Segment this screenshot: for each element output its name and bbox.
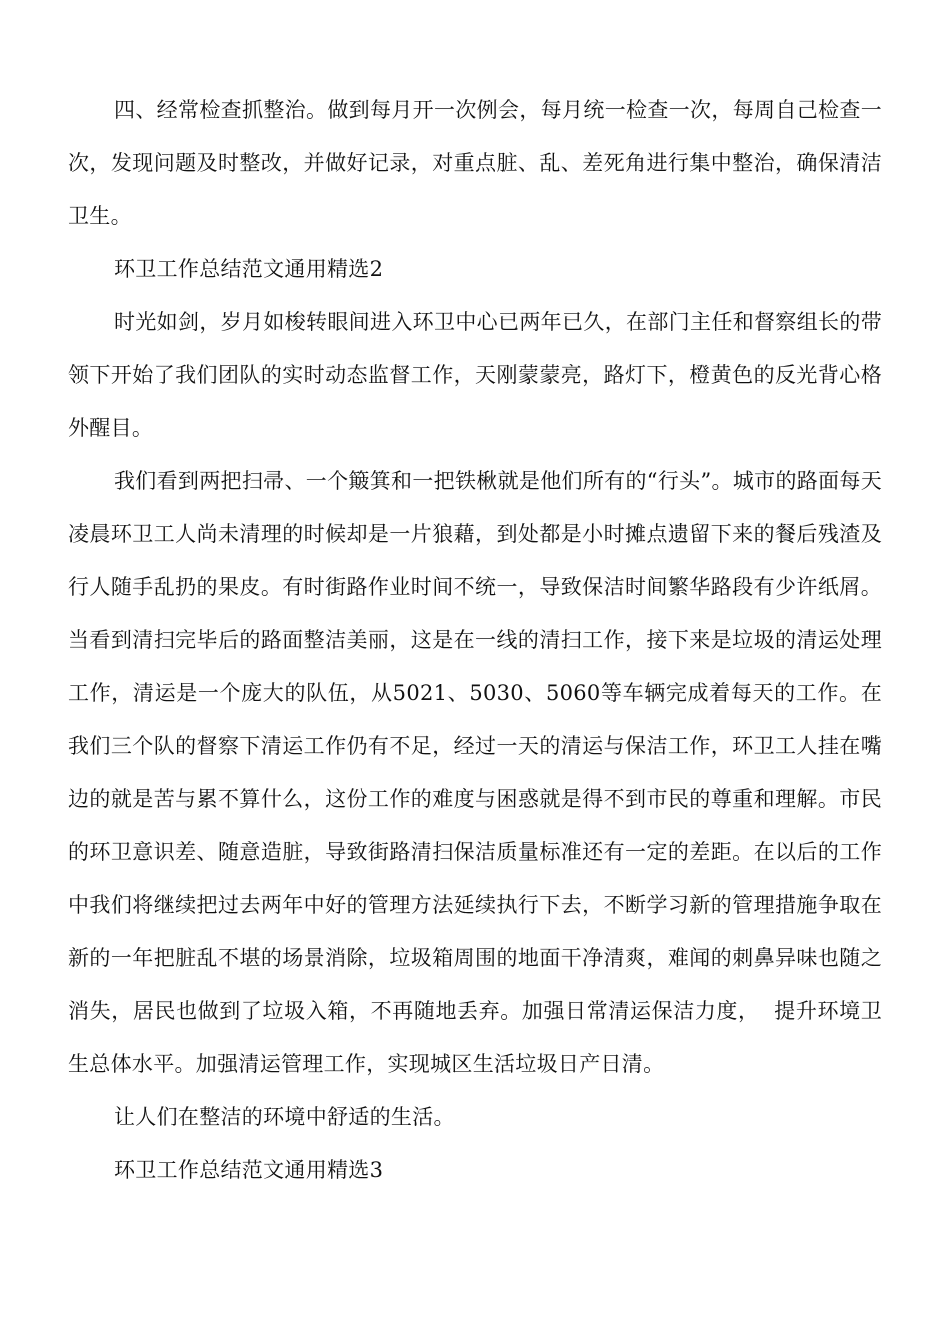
document-body xyxy=(68,84,882,1197)
paragraph-inspection: 四、经常检查抓整治。做到每月开一次例会，每月统一检查一次，每周自己检查一次，发现问题及时整改，并做好记录，对重点脏、乱、差死角进行集中整治，确保清洁卫生。 xyxy=(68,98,882,228)
paragraph-intro: 时光如剑，岁月如梭转眼间进入环卫中心已两年已久，在部门主任和督察组长的带领下开始了我们团队的实时动态监督工作，天刚蒙蒙亮，路灯下，橙黄色的反光背心格外醒目。 xyxy=(68,310,882,440)
section-heading-2: 环卫工作总结范文通用精选2 xyxy=(114,257,384,281)
paragraph-closing: 让人们在整洁的环境中舒适的生活。 xyxy=(114,1105,455,1129)
section-heading-3: 环卫工作总结范文通用精选3 xyxy=(114,1158,384,1182)
paragraph-main: 我们看到两把扫帚、一个簸箕和一把铁楸就是他们所有的“行头”。城市的路面每天凌晨环卫工人尚未清理的时候却是一片狼藉，到处都是小时摊点遗留下来的餐后残渣及行人随手乱扔的果皮。有时街路作业时间不统一，导致保洁时间繁华路段有少许纸屑。当看到清扫完毕后的路面整洁美丽，这是在一线的清扫工作，接下来是垃圾的清运处理工作，清运是一个庞大的队伍，从5021、5030、5060等车辆完成着每天的工作。在我们三个队的督察下清运工作仍有不足，经过一天的清运与保洁工作，环卫工人挂在嘴边的就是苦与累不算什么，这份工作的难度与困惑就是得不到市民的尊重和理解。市民的环卫意识差、随意造脏，导致街路清扫保洁质量标准还有一定的差距。在以后的工作中我们将继续把过去两年中好的管理方法延续执行下去，不断学习新的管理措施争取在新的一年把脏乱不堪的场景消除，垃圾箱周围的地面干净清爽，难闻的刺鼻异味也随之消失，居民也做到了垃圾入箱，不再随地丢弃。加强日常清运保洁力度， 提升环境卫生总体水平。加强清运管理工作，实现城区生活垃圾日产日清。 xyxy=(68,469,882,1076)
